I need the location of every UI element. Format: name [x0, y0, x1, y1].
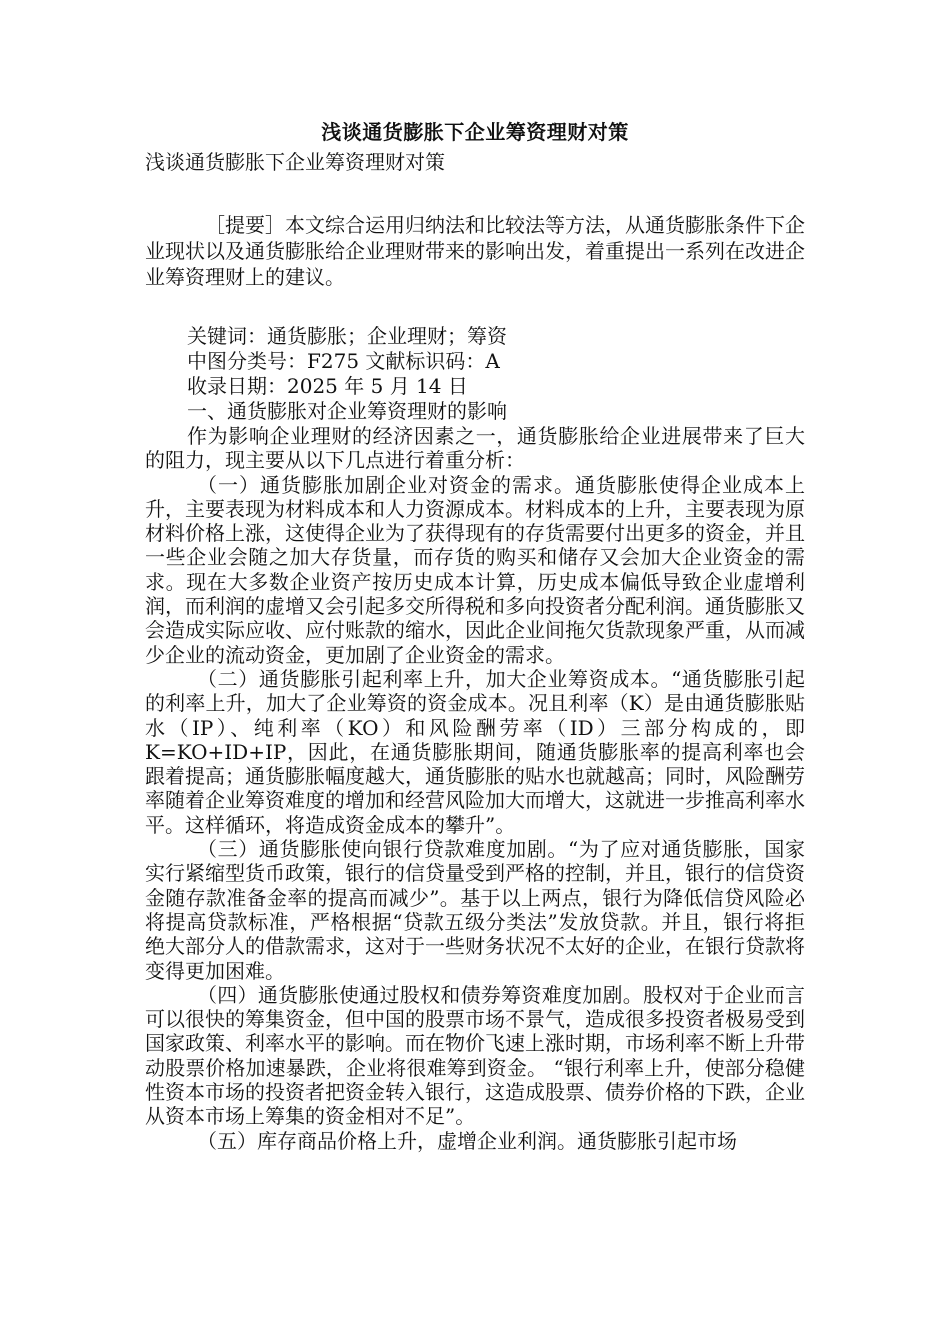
- body-paragraph-5: （五）库存商品价格上升，虚增企业利润。通货膨胀引起市场: [197, 1128, 737, 1153]
- document-subtitle: 浅谈通货膨胀下企业筹资理财对策: [145, 150, 445, 174]
- metadata-block: [145, 324, 805, 399]
- keywords-line: 关键词：通货膨胀；企业理财；筹资: [187, 324, 507, 348]
- body-paragraph-3: （三）通货膨胀使向银行贷款难度加剧。“为了应对通货膨胀，国家实行紧缩型货币政策，银行的信贷量受到严格的控制，并且，银行的信贷资金随存款准备金率的提高而减少”。基于以上两点，银行为降低信贷风险必将提高贷款标准，严格根据“贷款五级分类法”发放贷款。并且，银行将拒绝大部分人的借款需求，这对于一些财务状况不太好的企业，在银行贷款将变得更加困难。: [145, 837, 805, 983]
- section-heading: 一、通货膨胀对企业筹资理财的影响: [187, 399, 507, 423]
- body-paragraph-2: （二）通货膨胀引起利率上升，加大企业筹资成本。“通货膨胀引起的利率上升，加大了企业筹资的资金成本。况且利率（K）是由通货膨胀贴水（IP）、纯利率（KO）和风险酬劳率（ID）三部分构成的，即 K=KO+ID+IP，因此，在通货膨胀期间，随通货膨胀率的提高利率也会跟着提高；通货膨胀幅度越大，通货膨胀的贴水也就越高；同时，风险酬劳率随着企业筹资难度的增加和经营风险加大而增大，这就进一步推高利率水平。这样循环，将造成资金成本的攀升”。: [145, 666, 805, 837]
- body-paragraph-1: （一）通货膨胀加剧企业对资金的需求。通货膨胀使得企业成本上升，主要表现为材料成本和人力资源成本。材料成本的上升，主要表现为原材料价格上涨，这使得企业为了获得现有的存货需要付出更多的资金，并且一些企业会随之加大存货量，而存货的购买和储存又会加大企业资金的需求。现在大多数企业资产按历史成本计算，历史成本偏低导致企业虚增利润，而利润的虚增又会引起多交所得税和多向投资者分配利润。通货膨胀又会造成实际应收、应付账款的缩水，因此企业间拖欠货款现象严重，从而减少企业的流动资金，更加剧了企业资金的需求。: [145, 472, 805, 667]
- classification-line: 中图分类号：F275 文献标识码：A: [187, 349, 500, 373]
- body-paragraph-4: （四）通货膨胀使通过股权和债券筹资难度加剧。股权对于企业而言可以很快的筹集资金，但中国的股票市场不景气，造成很多投资者极易受到国家政策、利率水平的影响。而在物价飞速上涨时期，市场利率不断上升带动股票价格加速暴跌，企业将很难筹到资金。 “银行利率上升，使部分稳健性资本市场的投资者把资金转入银行，这造成股票、债券价格的下跌，企业从资本市场上筹集的资金相对不足”。: [145, 982, 805, 1129]
- document-page: [145, 118, 805, 1153]
- document-title: 浅谈通货膨胀下企业筹资理财对策: [321, 120, 629, 144]
- body-paragraph-intro: 作为影响企业理财的经济因素之一，通货膨胀给企业进展带来了巨大的阻力，现主要从以下几点进行着重分析：: [145, 424, 805, 473]
- abstract-paragraph: ［提要］本文综合运用归纳法和比较法等方法，从通货膨胀条件下企业现状以及通货膨胀给企业理财带来的影响出发，着重提出一系列在改进企业筹资理财上的建议。: [145, 213, 805, 289]
- received-date-line: 收录日期：2025 年 5 月 14 日: [187, 374, 468, 398]
